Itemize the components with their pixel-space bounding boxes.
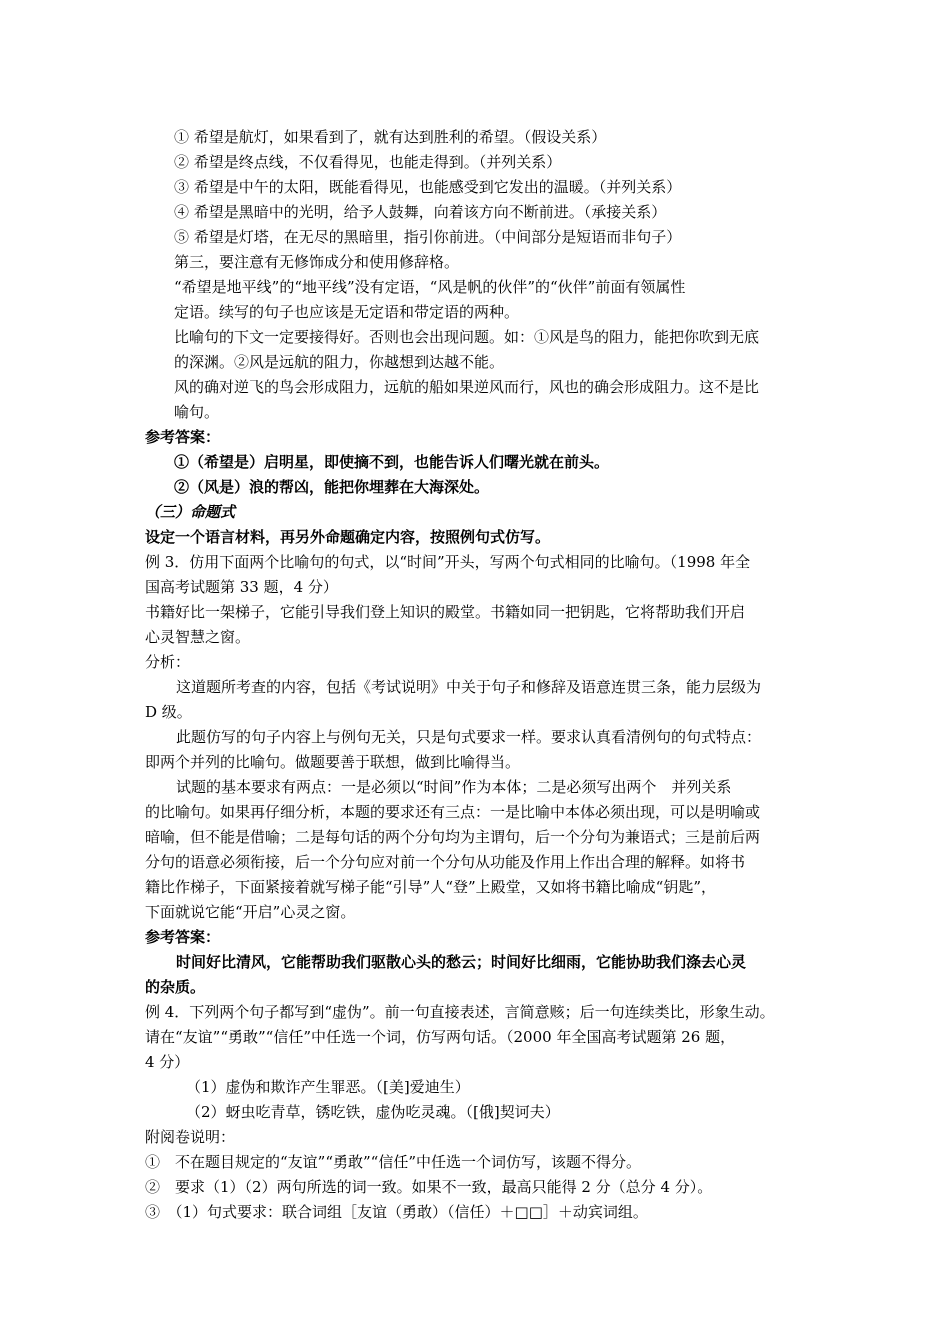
grading-note: ① 不在题目规定的“友谊”“勇敢”“信任”中任选一个词仿写，该题不得分。	[145, 1153, 642, 1171]
example-line-5: ⑤ 希望是灯塔，在无尽的黑暗里，指引你前进。（中间部分是短语而非句子）	[174, 228, 682, 246]
answer-line: ②（风是）浪的帮凶，能把你埋葬在大海深处。	[174, 478, 490, 496]
paragraph-line: 风的确对逆飞的鸟会形成阻力，远航的船如果逆风而行，风也的确会形成阻力。这不是比	[174, 378, 760, 396]
example-3-text: 书籍好比一架梯子，它能引导我们登上知识的殿堂。书籍如同一把钥匙，它将帮助我们开启	[145, 603, 746, 621]
answer-heading: 参考答案：	[145, 428, 221, 446]
example-3-text: 心灵智慧之窗。	[145, 628, 251, 646]
analysis-paragraph: 暗喻，但不能是借喻；二是每句话的两个分句均为主谓句，后一个分句为兼语式；三是前后两	[145, 828, 761, 846]
grading-notes-heading: 附阅卷说明：	[145, 1128, 236, 1146]
analysis-paragraph: 下面就说它能“开启”心灵之窗。	[145, 903, 356, 921]
example-4-title: 4 分）	[145, 1053, 190, 1071]
analysis-paragraph: 此题仿写的句子内容上与例句无关，只是句式要求一样。要求认真看清例句的句式特点：	[176, 728, 762, 746]
paragraph-line: 比喻句的下文一定要接得好。否则也会出现问题。如：①风是鸟的阻力，能把你吹到无底	[174, 328, 760, 346]
example-line-4: ④ 希望是黑暗中的光明，给予人鼓舞，向着该方向不断前进。（承接关系）	[174, 203, 667, 221]
example-line-1: ① 希望是航灯，如果看到了，就有达到胜利的希望。（假设关系）	[174, 128, 607, 146]
example-4-sentence: （1）虚伪和欺诈产生罪恶。（[美]爱迪生）	[186, 1078, 470, 1096]
analysis-paragraph: 籍比作梯子，下面紧接着就写梯子能“引导”人“登”上殿堂，又如将书籍比喻成“钥匙”，	[145, 878, 717, 896]
answer-line: ①（希望是）启明星，即使摘不到，也能告诉人们曙光就在前头。	[174, 453, 610, 471]
answer-line: 的杂质。	[145, 978, 206, 996]
analysis-heading: 分析：	[145, 653, 191, 671]
analysis-paragraph: D 级。	[145, 703, 192, 721]
answer-heading: 参考答案：	[145, 928, 221, 946]
analysis-paragraph: 试题的基本要求有两点：一是必须以“时间”作为本体；二是必须写出两个 并列关系	[176, 778, 732, 796]
example-4-title: 例 4．下列两个句子都写到“虚伪”。前一句直接表述，言简意赅；后一句连续类比，形象生动。	[145, 1003, 775, 1021]
grading-note: ③ （1）句式要求：联合词组［友谊（勇敢）（信任）＋□□］＋动宾词组。	[145, 1203, 648, 1221]
paragraph-line: 的深渊。②风是远航的阻力，你越想到达越不能。	[174, 353, 505, 371]
section-heading: （三）命题式	[145, 503, 236, 521]
paragraph-line: 定语。续写的句子也应该是无定语和带定语的两种。	[174, 303, 520, 321]
paragraph-line: 喻句。	[174, 403, 220, 421]
analysis-paragraph: 分句的语意必须衔接，后一个分句应对前一个分句从功能及作用上作出合理的解释。如将书	[145, 853, 746, 871]
example-line-2: ② 希望是终点线，不仅看得见，也能走得到。（并列关系）	[174, 153, 562, 171]
grading-note: ② 要求（1）（2）两句所选的词一致。如果不一致，最高只能得 2 分（总分 4 分）。	[145, 1178, 713, 1196]
example-4-title: 请在“友谊”“勇敢”“信任”中任选一个词，仿写两句话。（2000 年全国高考试题第 26 题，	[145, 1028, 736, 1046]
example-3-title: 国高考试题第 33 题，4 分）	[145, 578, 338, 596]
paragraph-line: “希望是地平线”的“地平线”没有定语，“风是帆的伙伴”的“伙伴”前面有领属性	[174, 278, 686, 296]
answer-line: 时间好比清风，它能帮助我们驱散心头的愁云；时间好比细雨，它能协助我们涤去心灵	[176, 953, 747, 971]
example-4-sentence: （2）蚜虫吃青草，锈吃铁，虚伪吃灵魂。（[俄]契诃夫）	[186, 1103, 560, 1121]
section-intro: 设定一个语言材料，再另外命题确定内容，按照例句式仿写。	[145, 528, 551, 546]
analysis-paragraph: 这道题所考查的内容，包括《考试说明》中关于句子和修辞及语意连贯三条，能力层级为	[176, 678, 762, 696]
analysis-paragraph: 即两个并列的比喻句。做题要善于联想，做到比喻得当。	[145, 753, 521, 771]
example-3-title: 例 3．仿用下面两个比喻句的句式，以“时间”开头，写两个句式相同的比喻句。（1998 年全	[145, 553, 751, 571]
example-line-3: ③ 希望是中午的太阳，既能看得见，也能感受到它发出的温暖。（并列关系）	[174, 178, 682, 196]
paragraph-line: 第三，要注意有无修饰成分和使用修辞格。	[174, 253, 460, 271]
analysis-paragraph: 的比喻句。如果再仔细分析，本题的要求还有三点：一是比喻中本体必须出现，可以是明喻或	[145, 803, 761, 821]
